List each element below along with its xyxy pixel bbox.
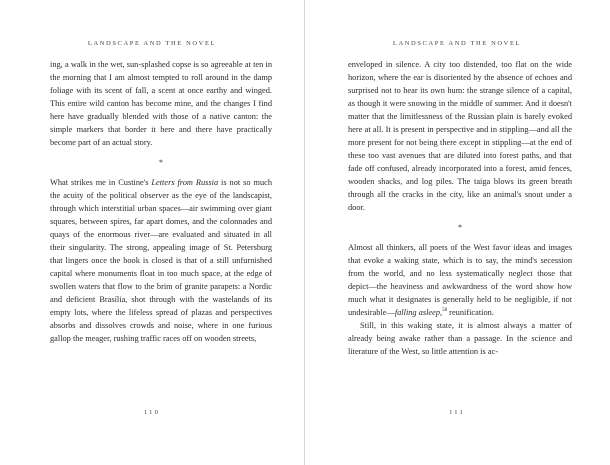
running-head-left: LANDSCAPE AND THE NOVEL: [87, 40, 217, 47]
right-paragraph-2-rest: reunification.: [447, 308, 494, 317]
right-paragraph-2: [348, 241, 572, 319]
right-text-block: [348, 58, 572, 358]
section-break-ornament-right: *: [458, 223, 462, 232]
running-head-right: LANDSCAPE AND THE NOVEL: [392, 40, 522, 47]
page-number-left: 110: [143, 409, 161, 416]
left-paragraph-1: ing, a walk in the wet, sun-splashed copse is so agreeable at ten in the morning that I am almost tempted to roll around in the damp foliage with its scent of fall, a scent at once earthy and winged. This entire wild canton has become mine, and the changes I find here have gradually blended with those of a native canton: the simple markers that border it here and there have practically become part of an actual story.: [50, 60, 272, 147]
right-paragraph-3: Still, in this waking state, it is almost always a matter of already being awake rather than a passage. In the science and literature of the West, so little attention is ac-: [348, 321, 572, 356]
left-paragraph-2-lead: What strikes me in Custine's: [50, 178, 152, 187]
book-title-letters-from-russia: Letters from Russia: [151, 178, 219, 187]
left-paragraph-2: [50, 176, 272, 345]
left-text-block: [50, 58, 272, 345]
left-paragraph-2-rest: is not so much the acuity of the political observer as the eye of the landscapist, through which interstitial urban spaces—air swimming over giant squares, between spires, far apart domes, and the colonnades and quays of the enormous river—are evaluated and situated in all their singularity. The strong, appealing image of St. Petersburg that lingers once the book is closed is that of a still unfurnished capital where monuments float in too much space, at the edge of swollen waters that flow to the brim of granite parapets: a Nordic and deficient Brasília, shot through with the wastelands of its empty lots, where the lifeless spread of plazas and perspectives absorbs and dissolves crowds and noise, where in one furious gallop the meager, rushing traffic races off on wooden streets,: [50, 178, 272, 343]
italic-phrase-falling-asleep: falling asleep,: [394, 308, 443, 317]
footnote-marker: 58: [442, 308, 448, 314]
right-paragraph-2-lead: Almost all thinkers, all poets of the West favor ideas and images that evoke a waking state, which is to say, the mind's secession from the world, and no less systematically neglect those that depict—the heaviness and awkwardness of the word show how much what it designates is generally held to be negligible, if not undesirable—: [348, 243, 572, 317]
left-page: [0, 0, 304, 465]
right-page: [305, 0, 609, 465]
right-paragraph-1: enveloped in silence. A city too distended, too flat on the wide horizon, where the ear is disoriented by the absence of echoes and surprised not to hear its own hum: the strange silence of a capital, as though it were snowing in the middle of summer. And it doesn't matter that the limitlessness of the Russian plain is barely evoked here at all. It is present in perspective and in stippling—and all the more present for not being there except in stippling—at the end of these too vast avenues that are diluted into forest paths, and that fade off confused, already incorporated into a forest, amid fences, wooden shacks, and log piles. The taiga blows its green breath through all the cracks in the city, like an animal's snout under a door.: [348, 60, 572, 212]
section-break-ornament-left: *: [159, 158, 163, 167]
page-number-right: 111: [449, 409, 465, 416]
